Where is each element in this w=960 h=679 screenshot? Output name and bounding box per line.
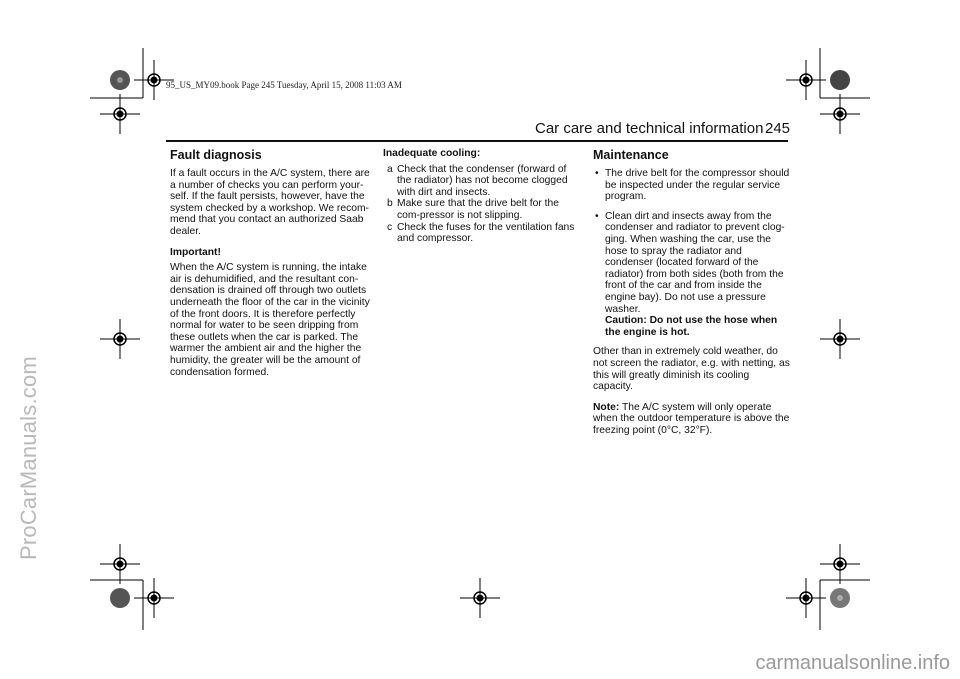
list-marker: a (387, 163, 393, 175)
dark-circle-icon (830, 70, 850, 90)
registration-target-icon (100, 94, 140, 134)
bullet-icon: • (595, 168, 599, 179)
paragraph: If a fault occurs in the A/C system, there are a number of checks you can perform your-self. If the fault persists, however, have the system checked by a workshop. We recom-mend that you contact an authorized Saab dealer. (170, 168, 370, 237)
list-marker: c (387, 221, 393, 233)
grey-circle-icon (110, 588, 130, 608)
list-item (383, 198, 581, 221)
registration-target-icon (100, 544, 140, 584)
paragraph: When the A/C system is running, the intake air is dehumidified, and the resultant con-densation is drained off through two outlets underneath the floor of the car in the vicinity of the front doors. It is therefore perfectly normal for water to be seen dripping from these outlets when the car is parked. The warmer the ambient air and the higher the humidity, the greater will be the amount of condensation formed. (170, 262, 370, 378)
registration-target-icon (820, 319, 860, 359)
registration-target-icon (460, 578, 500, 618)
header-rule (166, 140, 788, 142)
list-item-text: Check the fuses for the ventilation fans and compressor. (397, 221, 575, 245)
list-item (383, 164, 581, 199)
bullet-text: Clean dirt and insects away from the condenser and radiator to prevent clog-ging. When washing the car, use the hose to spray the radiator and condenser (located forward of the radiator) from both sides (both from the front of the car and from inside the engine bay). Do not use a pressure washer. (605, 210, 785, 315)
footer-watermark: carmanualsonline.info (755, 652, 950, 674)
list-marker: b (387, 198, 393, 210)
column-maintenance (593, 148, 791, 445)
important-label: Important! (170, 246, 221, 258)
page-header-title: Car care and technical information (535, 120, 764, 137)
section-heading: Fault diagnosis (170, 148, 262, 162)
registration-target-icon (820, 544, 860, 584)
registration-target-icon (100, 319, 140, 359)
column-fault-diagnosis (170, 148, 372, 387)
paragraph: Other than in extremely cold weather, do not screen the radiator, e.g. with netting, as this will greatly diminish its cooling capacity. (593, 346, 790, 393)
bullet-text: The drive belt for the compressor should be inspected under the regular service program. (605, 168, 790, 203)
note-label: Note: (593, 401, 620, 413)
registration-target-icon (786, 60, 826, 100)
subheading: Inadequate cooling: (383, 148, 481, 159)
column-inadequate-cooling (383, 148, 581, 245)
section-heading: Maintenance (593, 148, 669, 162)
print-info: 95_US_MY09.book Page 245 Tuesday, April 15, 2008 11:03 AM (166, 80, 402, 90)
bullet-item (593, 211, 791, 339)
list-item (383, 222, 581, 245)
note-paragraph (593, 402, 791, 437)
page-number: 245 (765, 120, 791, 137)
note-text: The A/C system will only operate when the outdoor temperature is above the freezing point (0°C, 32°F). (593, 401, 790, 436)
list-item-text: Make sure that the drive belt for the com-pressor is not slipping. (397, 198, 559, 221)
registration-target-icon (134, 578, 174, 618)
registration-target-icon (820, 94, 860, 134)
side-watermark: ProCarManuals.com (16, 356, 41, 560)
bullet-item (593, 168, 791, 203)
list-item-text: Check that the condenser (forward of the radiator) has not become clogged with dirt and insects. (397, 163, 568, 198)
caution-text: Caution: Do not use the hose when the engine is hot. (605, 315, 778, 338)
bullet-icon: • (595, 210, 599, 222)
registration-target-icon (786, 578, 826, 618)
